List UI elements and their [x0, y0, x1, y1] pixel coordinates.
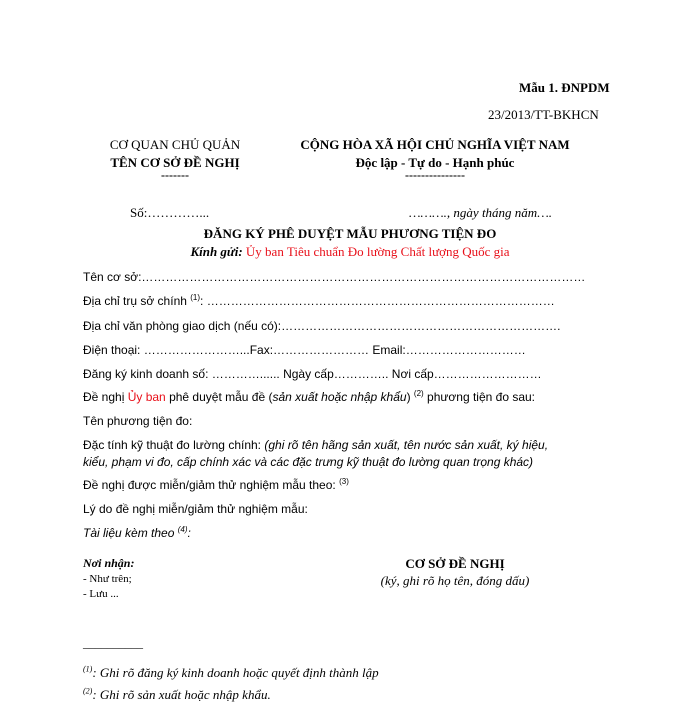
addressee-label: Kính gửi: — [190, 244, 246, 259]
phone-line: Điện thoại: ……………………...Fax:…………………… Email:………………………… — [83, 343, 526, 357]
recipients-title: Nơi nhận: — [83, 556, 135, 570]
business-line: Đăng ký kinh doanh số: …………...... Ngày cấp………….. Nơi cấp……………………… — [83, 367, 542, 381]
proposal-red: Ủy ban — [127, 390, 166, 404]
spec-italic-1: (ghi rõ tên hãng sản xuất, tên nước sản xuất, ký hiệu, — [264, 438, 549, 452]
proposal-sup: (2) — [413, 389, 424, 398]
spec-line-2: kiểu, phạm vi đo, cấp chính xác và các đặc trưng kỹ thuật đo lường quan trọng khác) — [83, 455, 534, 469]
proposal-text-1: Đề nghị — [83, 390, 128, 404]
proposal-italic: sản xuất hoặc nhập khẩu — [272, 390, 407, 404]
proposal-text-4: phương tiện đo sau: — [423, 390, 536, 404]
exempt-sup: (3) — [339, 477, 349, 486]
footnote-rule: __________ — [83, 636, 143, 650]
footnote-1 — [83, 665, 379, 681]
agency-name: CƠ QUAN CHỦ QUẢN — [109, 137, 241, 152]
attachment-sup: (4) — [177, 525, 188, 534]
left-dash: ------- — [161, 168, 189, 182]
recipient-item-2: - Lưu ... — [83, 588, 119, 600]
address-line — [83, 294, 555, 308]
address-label: Địa chỉ trụ sở chính — [83, 294, 187, 308]
device-line: Tên phương tiện đo: — [83, 414, 193, 428]
reason-line: Lý do đề nghị miễn/giảm thử nghiệm mẫu: — [83, 502, 308, 516]
form-number: Mẫu 1. ĐNPDM — [519, 80, 610, 95]
attachment-label: Tài liệu kèm theo — [83, 526, 175, 540]
signature-note: (ký, ghi rõ họ tên, đóng dấu) — [380, 573, 530, 588]
circular-number: 23/2013/TT-BKHCN — [488, 107, 599, 122]
office-line: Địa chỉ văn phòng giao dịch (nếu có):……………………………………………………………. — [83, 319, 561, 333]
footnote-1-sup: (1) — [83, 664, 93, 674]
attachment-colon: : — [187, 526, 191, 540]
proposal-line — [83, 390, 535, 404]
document-number: Số:…………... — [130, 205, 210, 220]
spec-label: Đặc tính kỹ thuật đo lường chính: — [83, 438, 265, 452]
document-date: ………., ngày tháng năm…. — [409, 205, 553, 220]
signature-title: CƠ SỞ ĐỀ NGHỊ — [405, 556, 505, 571]
footnote-2 — [83, 687, 271, 703]
motto: Độc lập - Tự do - Hạnh phúc — [355, 155, 515, 170]
footnote-1-text: : Ghi rõ đăng ký kinh doanh hoặc quyết định thành lập — [92, 665, 379, 680]
exempt-line — [83, 478, 349, 492]
organization-name: TÊN CƠ SỞ ĐỀ NGHỊ — [110, 155, 240, 170]
page-title: ĐĂNG KÝ PHÊ DUYỆT MẪU PHƯƠNG TIỆN ĐO — [203, 226, 497, 241]
right-dash: --------------- — [405, 168, 465, 182]
proposal-text-2: phê duyệt mẫu đề ( — [165, 390, 273, 404]
addressee-recipient: Ủy ban Tiêu chuẩn Đo lường Chất lượng Quốc gia — [245, 244, 510, 259]
proposal-text-3: ) — [406, 390, 411, 404]
address-dots: : …………………………………………………………………………… — [200, 294, 555, 308]
addressee — [0, 244, 700, 260]
org-name-line: Tên cơ sở:………………………………………………………………………………………………… — [83, 270, 586, 284]
spec-line-1 — [83, 438, 548, 452]
address-sup: (1) — [190, 293, 201, 302]
footnote-2-sup: (2) — [83, 686, 93, 696]
exempt-label: Đề nghị được miễn/giảm thử nghiệm mẫu theo: — [83, 478, 336, 492]
country-name: CỘNG HÒA XÃ HỘI CHỦ NGHĨA VIỆT NAM — [300, 137, 570, 152]
recipient-item-1: - Như trên; — [83, 573, 132, 585]
attachment-line — [83, 526, 191, 540]
footnote-2-text: : Ghi rõ sản xuất hoặc nhập khẩu. — [92, 687, 271, 702]
